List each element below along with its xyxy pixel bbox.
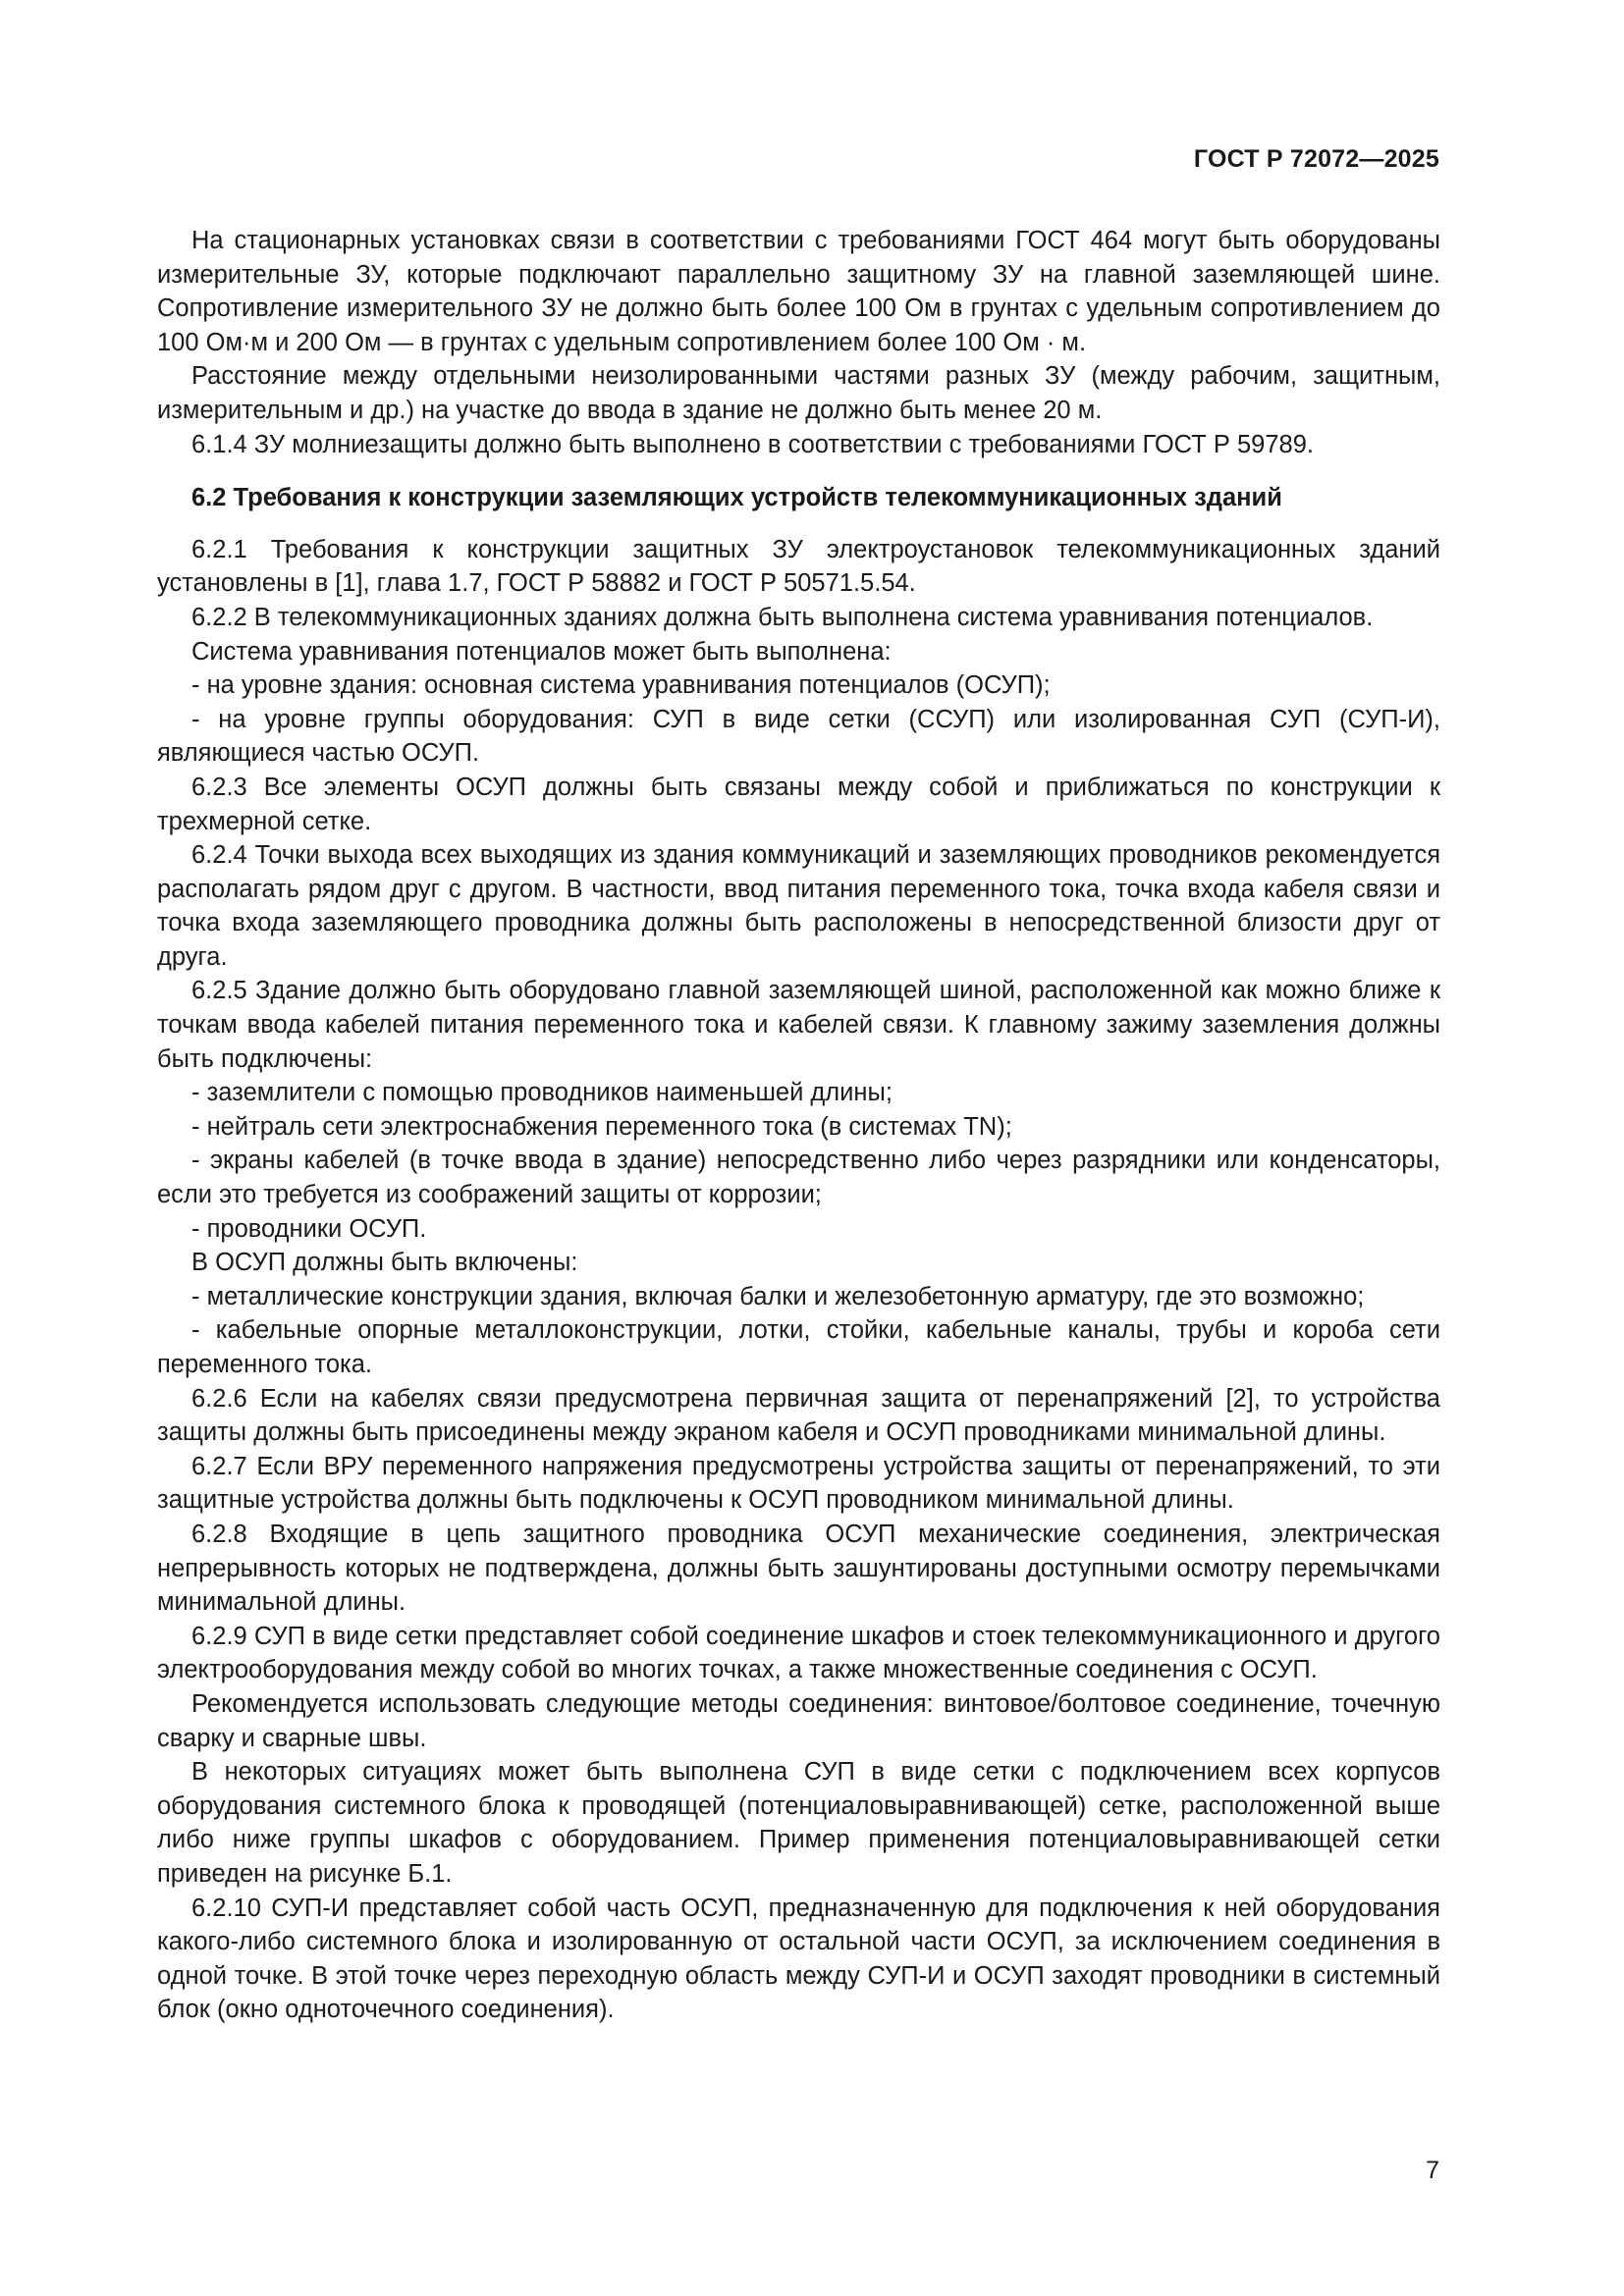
paragraph-6-2-9: 6.2.9 СУП в виде сетки представляет собой соединение шкафов и стоек телекоммуникационного и другого электрооборудования между собой во многих точках, а также множественные соединения с ОСУП. [157, 1622, 1440, 1684]
list-item-cable-screens: - экраны кабелей (в точке ввода в здание) непосредственно либо через разрядники или конденсаторы, если это требуется из соображений защиты от коррозии; [157, 1147, 1440, 1209]
document-body [157, 224, 1440, 2027]
paragraph-6-2-4: 6.2.4 Точки выхода всех выходящих из здания коммуникаций и заземляющих проводников рекомендуется располагать рядом друг с другом. В частности, ввод питания переменного тока, точка входа кабеля связи и точка входа заземляющего проводника должны быть расположены в непосредственной близости друг от друга. [157, 841, 1440, 971]
paragraph-distance-between-grounding: Расстояние между отдельными неизолированными частями разных ЗУ (между рабочим, защитным, измерительным и др.) на участке до ввода в здание не должно быть менее 20 м. [157, 362, 1440, 424]
paragraph-6-2-7: 6.2.7 Если ВРУ переменного напряжения предусмотрены устройства защиты от перенапряжений, то эти защитные устройства должны быть подключены к ОСУП проводником минимальной длины. [157, 1452, 1440, 1515]
paragraph-osup-includes: В ОСУП должны быть включены: [191, 1249, 578, 1277]
paragraph-6-2-3: 6.2.3 Все элементы ОСУП должны быть связаны между собой и приближаться по конструкции к трехмерной сетке. [157, 773, 1440, 835]
list-item-building-level: - на уровне здания: основная система уравнивания потенциалов (ОСУП); [191, 671, 1051, 700]
paragraph-6-1-4: 6.1.4 ЗУ молниезащиты должно быть выполнено в соответствии с требованиями ГОСТ Р 59789. [191, 430, 1314, 458]
page-number: 7 [1426, 2157, 1439, 2184]
paragraph-measuring-grounding: На стационарных установках связи в соответствии с требованиями ГОСТ 464 могут быть оборудованы измерительные ЗУ, которые подключают параллельно защитному ЗУ на главной заземляющей шине. Сопротивление измерительного ЗУ не должно быть более 100 Ом в грунтах с удельным сопротивлением до 100 Ом·м и 200 Ом — в грунтах с удельным сопротивлением более 100 Ом · м. [157, 227, 1440, 356]
document-code-header: ГОСТ Р 72072—2025 [1193, 145, 1439, 173]
list-item-earth-electrodes: - заземлители с помощью проводников наименьшей длины; [191, 1079, 893, 1107]
paragraph-6-2-6: 6.2.6 Если на кабелях связи предусмотрена первичная защита от перенапряжений [2], то устройства защиты должны быть присоединены между экраном кабеля и ОСУП проводниками минимальной длины. [157, 1384, 1440, 1447]
paragraph-6-2-1: 6.2.1 Требования к конструкции защитных ЗУ электроустановок телекоммуникационных зданий установлены в [1], глава 1.7, ГОСТ Р 58882 и ГОСТ Р 50571.5.54. [157, 535, 1440, 598]
list-item-equipment-group-level: - на уровне группы оборудования: СУП в виде сетки (ССУП) или изолированная СУП (СУП-И), являющиеся частью ОСУП. [157, 705, 1440, 768]
paragraph-mesh-situations: В некоторых ситуациях может быть выполнена СУП в виде сетки с подключением всех корпусов оборудования системного блока к проводящей (потенциаловыравнивающей) сетке, расположенной выше либо ниже группы шкафов с оборудованием. Пример применения потенциаловыравнивающей сетки приведен на рисунке Б.1. [157, 1758, 1440, 1888]
paragraph-potential-system-intro: Система уравнивания потенциалов может быть выполнена: [191, 637, 892, 666]
paragraph-6-2-5: 6.2.5 Здание должно быть оборудовано главной заземляющей шиной, расположенной как можно ближе к точкам ввода кабелей питания переменного тока и кабелей связи. К главному зажиму заземления должны быть подключены: [157, 977, 1440, 1073]
list-item-metal-structures: - металлические конструкции здания, включая балки и железобетонную арматуру, где это возможно; [191, 1282, 1365, 1310]
paragraph-6-2-10: 6.2.10 СУП-И представляет собой часть ОСУП, предназначенную для подключения к ней оборудования какого-либо системного блока и изолированную от остальной части ОСУП, за исключением соединения в одной точке. В этой точке через переходную область между СУП-И и ОСУП заходят проводники в системный блок (окно одноточечного соединения). [157, 1894, 1440, 2024]
list-item-osup-conductors: - проводники ОСУП. [191, 1214, 427, 1243]
paragraph-6-2-2: 6.2.2 В телекоммуникационных зданиях должна быть выполнена система уравнивания потенциалов. [191, 603, 1374, 631]
list-item-cable-supports: - кабельные опорные металлоконструкции, лотки, стойки, кабельные каналы, трубы и короба сети переменного тока. [157, 1316, 1440, 1378]
paragraph-6-2-8: 6.2.8 Входящие в цепь защитного проводника ОСУП механические соединения, электрическая непрерывность которых не подтверждена, должны быть зашунтированы доступными осмотру перемычками минимальной длины. [157, 1520, 1440, 1617]
section-heading-6-2: 6.2 Требования к конструкции заземляющих устройств телекоммуникационных зданий [191, 484, 1282, 512]
list-item-neutral: - нейтраль сети электроснабжения переменного тока (в системах TN); [191, 1112, 1012, 1141]
paragraph-connection-methods: Рекомендуется использовать следующие методы соединения: винтовое/болтовое соединение, точечную сварку и сварные швы. [157, 1689, 1440, 1752]
